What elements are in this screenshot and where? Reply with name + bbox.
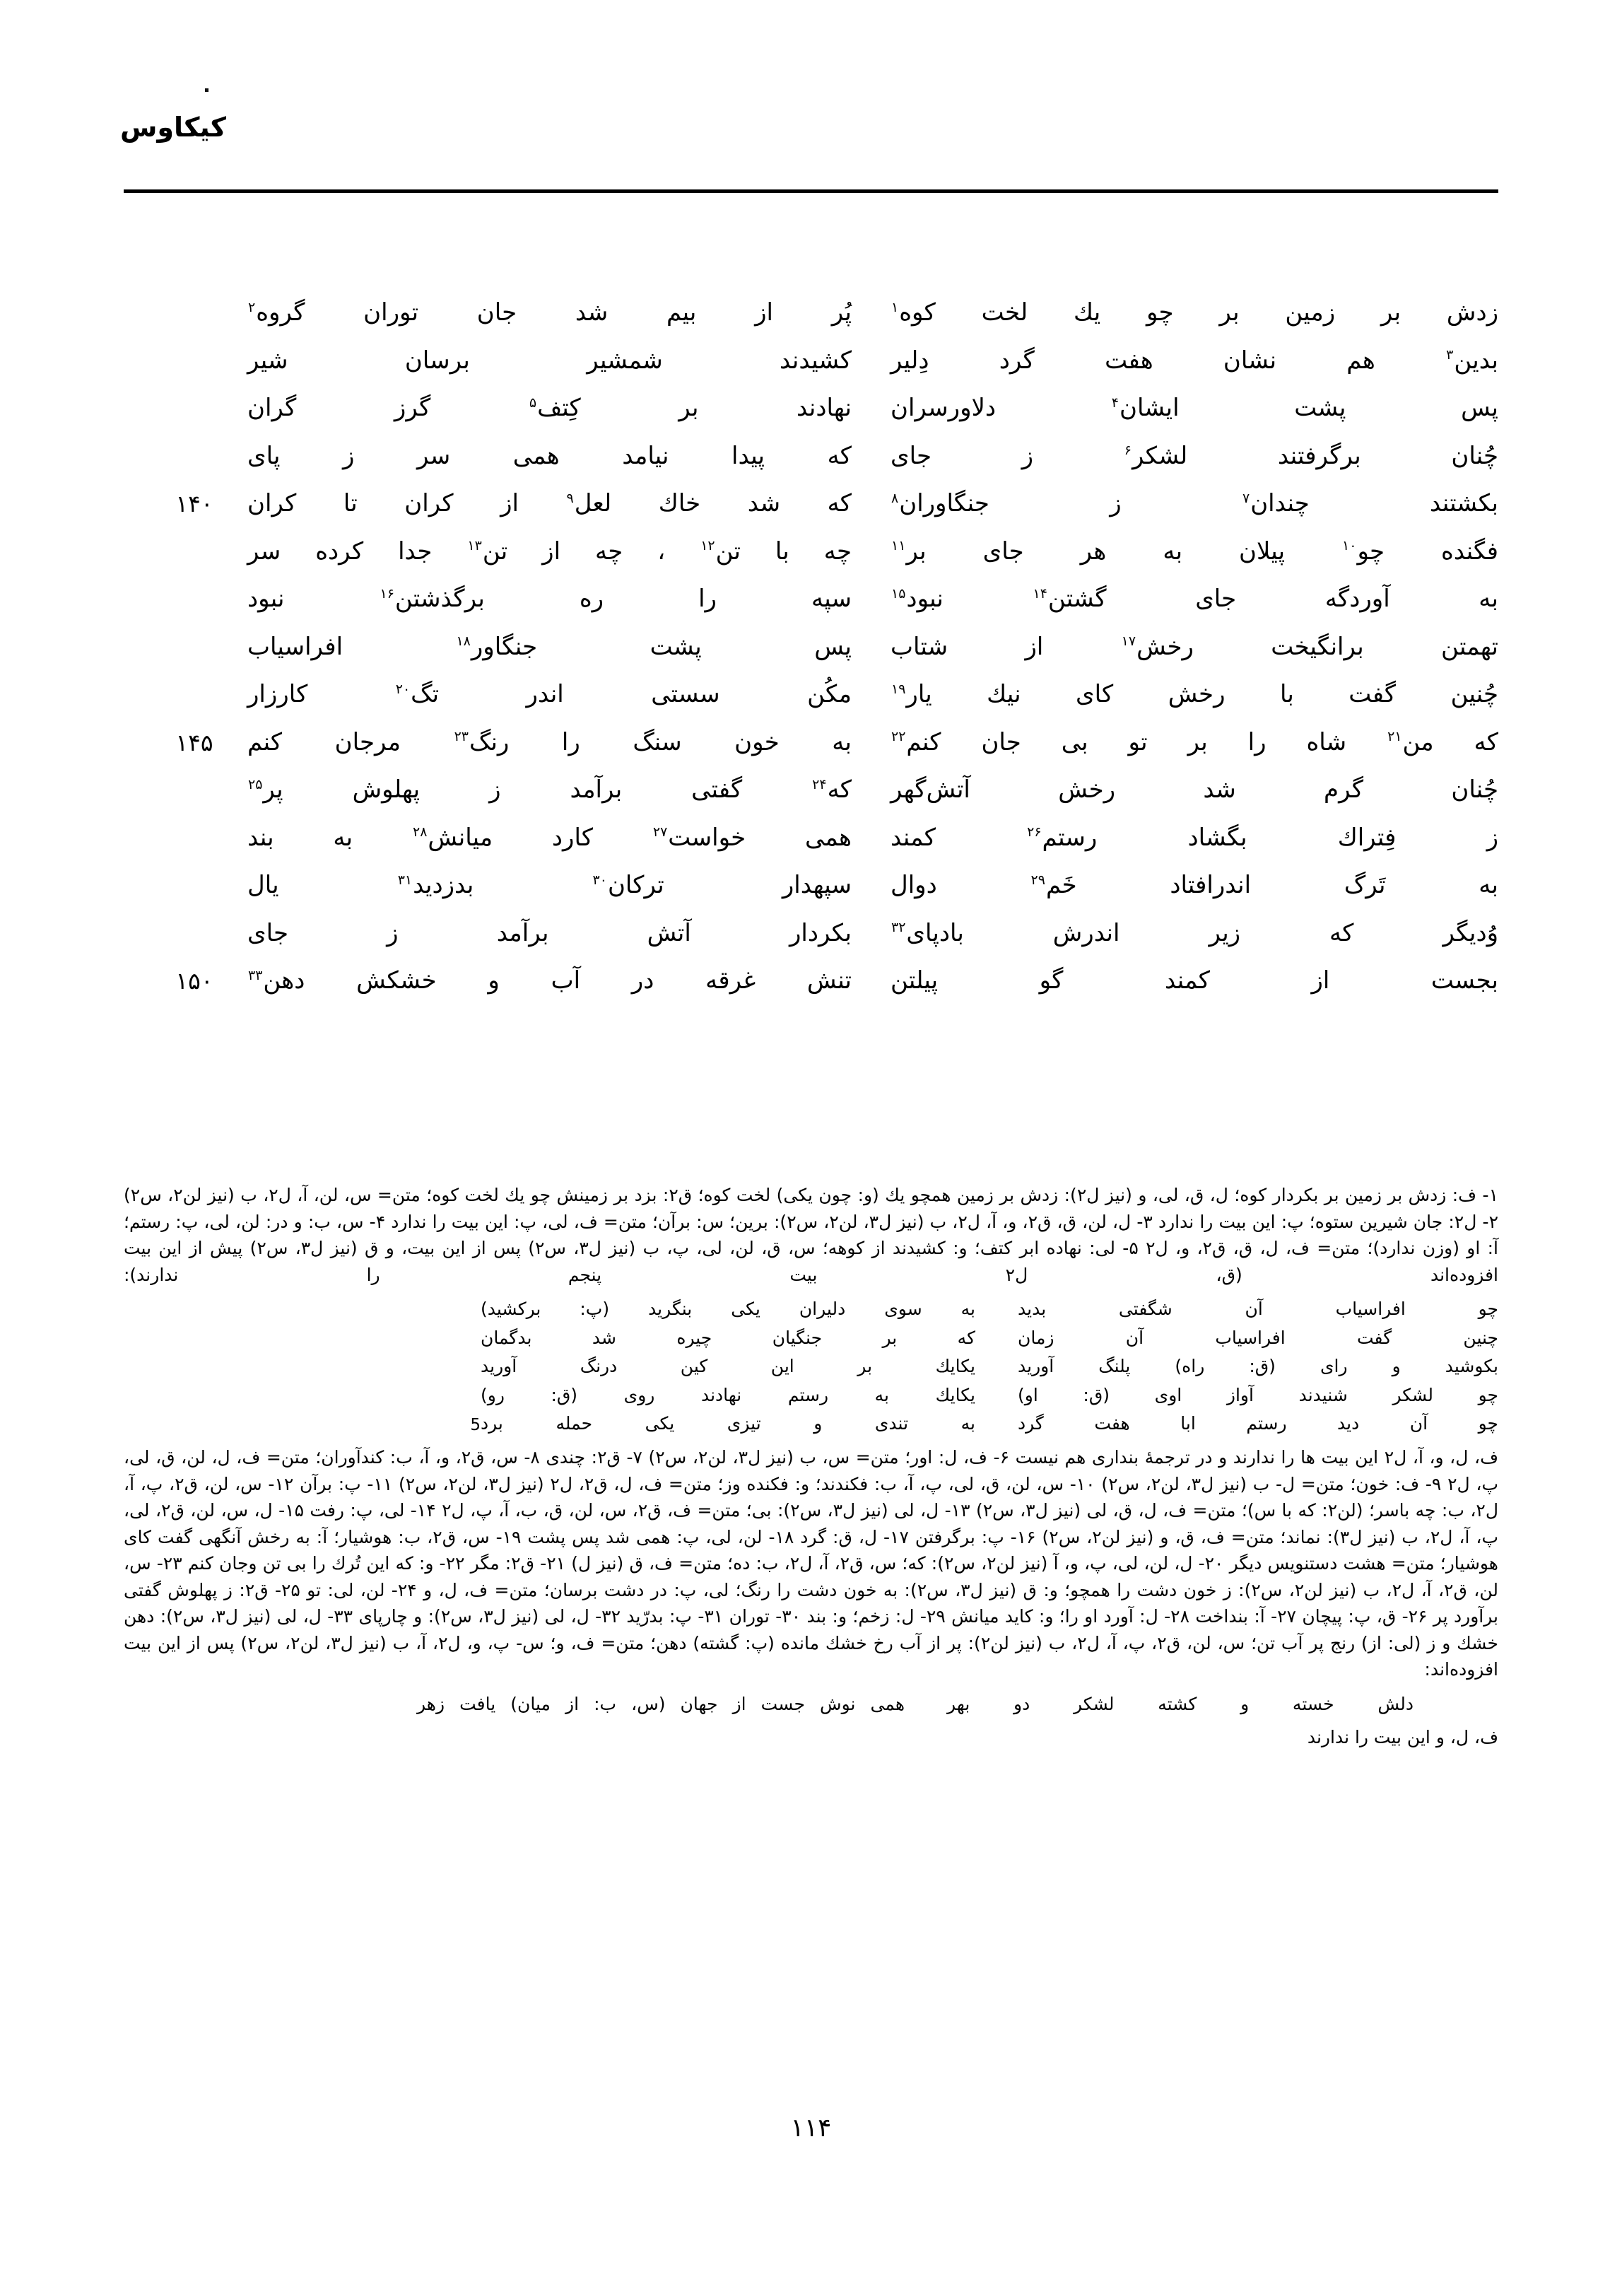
- hemistich-first: فگنده چو$^{۱۰}$ پیلان به هر جای بر$^{۱۱}$: [891, 537, 1499, 566]
- footnote-marker: ۸: [891, 490, 899, 506]
- footnote-marker: ۷: [1242, 490, 1250, 506]
- verse-row: [124, 488, 1498, 536]
- footnote-marker: ۶: [1124, 443, 1132, 459]
- hemistich-second: پس پشت جنگاور$^{۱۸}$ افراسیاب: [247, 632, 852, 661]
- hemistich-first: بدین$^۳$ هم نشان هفت گرد دِلیر: [891, 346, 1498, 375]
- hemistich-first: بجست از کمند گو پیلتن: [891, 966, 1498, 995]
- footnote-marker: ۲۸: [412, 824, 428, 840]
- footnote-marker: ۳: [1446, 347, 1454, 363]
- verse-number: [141, 918, 247, 922]
- footnote-marker: ۲۰: [395, 681, 411, 697]
- hemistich-second: سپه را ره برگذشتن$^{۱۶}$ نبود: [247, 585, 852, 613]
- verse-number: [141, 869, 247, 874]
- hemistich-first: وُدیگر که زیر اندرش بادپای$^{۳۲}$: [891, 918, 1498, 947]
- running-head: [120, 113, 1498, 143]
- footnote-marker: ۳۳: [248, 967, 263, 983]
- verse-number: [141, 392, 247, 397]
- footnote-marker: ۱۴: [1033, 585, 1047, 602]
- verse-row: [124, 774, 1498, 822]
- running-head-title: کیکاوس: [120, 112, 227, 143]
- hemistich-first: بکشتند چندان$^۷$ ز جنگاوران$^۸$: [891, 489, 1498, 517]
- variant-hemistich-first: بکوشید و رای (ق: راه) پلنگ آورید: [1018, 1356, 1498, 1376]
- hemistich-first: چُنین گفت با رخش کای نیك یار$^{۱۹}$: [891, 680, 1498, 708]
- footnote-marker: ۲۲: [891, 729, 906, 745]
- footnote-marker: ۵: [529, 394, 537, 411]
- variant-hemistich-first: چو آن دید رستم ابا هفت گرد: [1018, 1413, 1498, 1434]
- verse-number: [141, 536, 247, 540]
- verse-number: [141, 345, 247, 349]
- verse-row: [124, 679, 1498, 727]
- variant-verse-row: [124, 1690, 1414, 1719]
- variant-verse-block: [124, 1295, 1498, 1439]
- hemistich-first: به تَرگ اندرافتاد خَم$^{۲۹}$ دوال: [891, 871, 1498, 899]
- variant-hemistich-first: چو لشکر شنیدند آواز اوی (ق: او): [1018, 1384, 1498, 1405]
- variant-hemistich-second: همی نوش جست از جهان (س، ب: از میان) یافت زهر: [417, 1693, 905, 1714]
- variant-hemistich-second: یکایك به رستم نهادند روی (ق: رو): [481, 1384, 975, 1405]
- variant-verse-row: [124, 1295, 1498, 1324]
- verse-number: [141, 631, 247, 636]
- hemistich-second: تنش غرقه در آب و خشکش دهن$^{۳۳}$: [248, 966, 852, 995]
- hemistich-second: کشیدند شمشیر برسان شیر: [247, 346, 852, 375]
- header-rule: [124, 189, 1498, 193]
- verse-row: [124, 965, 1498, 1013]
- verse-number: [141, 297, 247, 301]
- footnote-marker: ۲۷: [652, 824, 668, 840]
- verse-row: [124, 822, 1498, 870]
- footnote-marker: ۱۶: [380, 585, 394, 602]
- footnote-marker: ۱۳: [467, 538, 482, 554]
- footnote-marker: ۱: [891, 299, 899, 315]
- verse-row: [124, 536, 1498, 584]
- verse-area: [124, 297, 1498, 1013]
- folio-number: ۱۱۴: [790, 2114, 832, 2143]
- hemistich-first: به آوردگه جای گشتن$^{۱۴}$ نبود$^{۱۵}$: [891, 585, 1498, 613]
- verse-number: ۱۵۰: [175, 967, 213, 995]
- variant-verse-row: [124, 1352, 1498, 1381]
- verse-number: [141, 774, 247, 778]
- verse-number: [141, 440, 247, 445]
- variant-verse-number: [396, 1295, 481, 1298]
- hemistich-first: چُنان گرم شد رخش آتش‌گهر: [891, 775, 1498, 804]
- hemistich-second: پُر از بیم شد جان توران گروه$^۲$: [248, 298, 852, 327]
- critical-apparatus: [124, 1182, 1498, 1752]
- footnote-marker: ۳۱: [397, 872, 413, 888]
- verse-row: [124, 918, 1498, 966]
- variant-verse-block: [124, 1690, 1498, 1719]
- verse-row: [124, 297, 1498, 345]
- hemistich-second: که$^{۲۴}$ گفتی برآمد ز پهلوش پر$^{۲۵}$: [248, 775, 852, 804]
- hemistich-second: چه با تن$^{۱۲}$ ، چه از تن$^{۱۳}$ جدا کرده سر: [247, 537, 852, 566]
- variant-hemistich-first: چو افراسیاب آن شگفتی بدید: [1018, 1299, 1498, 1319]
- footnote-marker: ۳۰: [592, 872, 607, 888]
- variant-hemistich-first: دلش خسته و کشته لشکر دو بهر: [947, 1693, 1414, 1714]
- footnote-marker: ۴: [1111, 394, 1119, 411]
- hemistich-first: که من$^{۲۱}$ شاه را بر تو بی جان کنم$^{۲۲}$: [891, 727, 1498, 756]
- footnote-marker: ۲: [248, 299, 256, 315]
- footnote-marker: ۱۸: [456, 633, 471, 650]
- variant-verse-number: [332, 1690, 417, 1693]
- footnote-marker: ۲۳: [454, 729, 469, 745]
- apparatus-closing-note: ف، ل، و این بیت را ندارند: [1307, 1727, 1498, 1748]
- variant-hemistich-second: یکایك بر این کین درنگ آورید: [481, 1356, 975, 1376]
- variant-hemistich-second: به تندی و تیزی یکی حمله برد: [481, 1413, 975, 1434]
- variant-hemistich-second: که بر جنگیان چیره شد بدگمان: [481, 1327, 975, 1348]
- verse-row: [124, 440, 1498, 488]
- verse-row: [124, 583, 1498, 631]
- variant-verse-row: [124, 1324, 1498, 1353]
- verse-row: [124, 631, 1498, 679]
- footnote-marker: ۱۰: [1342, 538, 1357, 554]
- footnote-marker: ۹: [566, 490, 574, 506]
- verse-row: [124, 727, 1498, 775]
- hemistich-second: نهادند بر کِتف$^۵$ گرز گران: [247, 394, 852, 422]
- verse-row: [124, 345, 1498, 393]
- verse-number: [141, 679, 247, 683]
- hemistich-second: که پیدا نیامد همی سر ز پای: [247, 441, 852, 470]
- variant-hemistich-first: چنین گفت افراسیاب آن زمان: [1018, 1327, 1498, 1348]
- footnote-marker: ۳۲: [891, 920, 906, 936]
- hemistich-first: چُنان برگرفتند لشکر$^۶$ ز جای: [891, 441, 1498, 470]
- hemistich-second: به خون سنگ را رنگ$^{۲۳}$ مرجان کنم: [247, 727, 852, 756]
- verse-row: [124, 869, 1498, 918]
- verse-row: [124, 392, 1498, 440]
- footnote-marker: ۲۵: [248, 776, 263, 792]
- footnote-marker: ۲۴: [812, 776, 827, 792]
- variant-verse-number: [396, 1324, 481, 1327]
- footnote-marker: ۱۹: [891, 681, 906, 697]
- variant-hemistich-second: به سوی دلیران یکی بنگرید (پ: برکشید): [481, 1299, 975, 1319]
- verse-number: [141, 583, 247, 587]
- variant-verse-number: 5: [470, 1416, 481, 1434]
- hemistich-first: پس پشت ایشان$^۴$ دلاورسران: [891, 394, 1498, 422]
- verse-number: [141, 822, 247, 826]
- footnote-marker: ۱۷: [1121, 633, 1136, 650]
- registration-dot: [205, 88, 208, 92]
- variant-verse-row: [124, 1381, 1498, 1410]
- verse-number: ۱۴۵: [175, 728, 213, 756]
- footnote-marker: ۱۱: [891, 538, 906, 554]
- footnote-marker: ۱۵: [891, 585, 906, 602]
- apparatus-entry: ف، ل، و، آ، ل۲ این بیت ها را ندارند و در ترجمهٔ بنداری هم نیست ۶- ف، ل: اور؛ متن= س، ب (نیز ل۳، لن۲، س۲) ۷- ق۲: چندی ۸- س، ق۲، و، آ، ب: کندآوران؛ متن= ف، ل، لن، ق، لی، پ، ل۲ ۹- ف: خون؛ متن= ل- ب (نیز ل۳، لن۲، س۲) ۱۰- س، لن، ق، لی، پ، آ، ب: فکندند؛ و: فکنده وز؛ متن= ف، ل، ق۲، ل۲ (نیز ل۳، لن۲، س۲) ۱۱- پ: برآن ۱۲- س، لن، ق۲، پ، آ، ل۲، ب: چه باسر؛ (لن۲: که با س)؛ متن= ف، ل، ق، لی (نیز ل۳، س۲) ۱۳- ل، لی (نیز ل۳، س۲): بی؛ متن= ف، ق۲، س، لن، ق، ب، آ، پ، ل۲ ۱۴- لی، پ: رفت ۱۵- ل، س، لن، ق۲، لی، پ، آ، ل۲، ب (نیز ل۳): نماند؛ متن= ف، ق، و (نیز لن۲، س۲) ۱۶- پ: برگرفتن ۱۷- ل، ق: گرد ۱۸- لن، لی، پ: همی شد پس پشت ۱۹- س، ق۲، ب: هوشیار؛ آ: به رخش آنگهی گفت کای هوشیار؛ متن= هشت دستنویس دیگر ۲۰- ل، لن، لی، پ، و، آ (نیز لن۲، س۲): که؛ س، ق۲، آ، ل۲، ب: ده؛ متن= ف، ق (نیز ل) ۲۱- ق۲: مگر ۲۲- و: که این تُرك را بی تن وجان کنم ۲۳- س، لن، ق۲، آ، ل۲، ب (نیز لن۲، س۲): ز خون دشت را همچو؛ و: ق (نیز ل۳، س۲): به خون دشت را رنگ؛ لی، پ: در دشت برسان؛ متن= ف، ل، و ۲۴- لن، لی: تو ۲۵- ق۲: ز پهلوش گفتی برآورد پر ۲۶- ق، پ: پیچان ۲۷- آ: بنداخت ۲۸- ل: آورد او را؛ و: کاید میانش ۲۹- ل: زخم؛ و: بند ۳۰- توران ۳۱- پ: بدرّید ۳۲- ل، لی (نیز ل۳، س۲): و چارپای ۳۳- ل، لی (نیز ل۳، س۲): دهن خشك و ز (لی: از) رنج پر آب تن؛ س، لن، ق۲، پ، آ، ل۲، ب (نیز لن۲): پر از آب رخ خشك مانده (پ: گشته) دهن؛ متن= ف، و؛ س- پ، و، ل۲، آ، ب (نیز ل۳، لن۲، س۲) پس از این بیت افزوده‌اند:: [124, 1447, 1499, 1680]
- hemistich-first: ز فِتراك بگشاد رستم$^{۲۶}$ کمند: [891, 823, 1498, 852]
- hemistich-second: همی خواست$^{۲۷}$ کارد میانش$^{۲۸}$ به بند: [247, 823, 852, 852]
- footnote-marker: ۲۹: [1030, 872, 1045, 888]
- footnote-marker: ۲۱: [1387, 729, 1402, 745]
- hemistich-second: که شد خاك لعل$^۹$ از کران تا کران: [247, 489, 852, 517]
- apparatus-entry: ۱- ف: زدش بر زمین بر بکردار کوه؛ ل، ق، لی، و (نیز ل۲): زدش بر زمین همچو یك (و: چون یکی) لخت کوه؛ ق۲: بزد بر زمینش چو یك لخت کوه؛ متن= س، لن، آ، ل۲، ب (نیز لن۲، س۲) ۲- ل۲: جان شیرین ستوه؛ پ: این بیت را ندارد ۳- ل، لن، ق، ق۲، و، آ، ل۲، ب (نیز ل۳، لن۲، س۲): برین؛ س: برآن؛ متن= ف، لی، پ: این بیت را ندارد ۴- س، ب: و در: لن، لی، پ: رستم؛ آ: او (وزن ندارد)؛ متن= ف، ل، ق، ق۲، و، ل۲ ۵- لی: نهاده ابر کتف؛ و: کشیدند از کوهه؛ س، ق، لن، لی، پ، ب (نیز ل۳، س۲) پس از این بیت، و ق (نیز ل۳، س۲) پیش از این بیت افزوده‌اند (ق، ل۲ بیت پنجم را ندارند):: [124, 1185, 1499, 1285]
- variant-verse-number: [396, 1352, 481, 1355]
- footnote-marker: ۲۶: [1027, 824, 1042, 840]
- hemistich-first: زدش بر زمین بر چو یك لخت کوه$^۱$: [891, 298, 1498, 327]
- hemistich-first: تهمتن برانگیخت رخش$^{۱۷}$ از شتاب: [891, 632, 1498, 661]
- verse-number: ۱۴۰: [175, 490, 213, 517]
- hemistich-second: بکردار آتش برآمد ز جای: [247, 918, 852, 947]
- variant-verse-number: [396, 1381, 481, 1384]
- footnote-marker: ۱۲: [700, 538, 715, 554]
- variant-verse-row: [124, 1410, 1498, 1439]
- hemistich-second: مکُن سستی اندر تگ$^{۲۰}$ کارزار: [247, 680, 852, 708]
- hemistich-second: سپهدار ترکان$^{۳۰}$ بدزدید$^{۳۱}$ یال: [247, 871, 852, 899]
